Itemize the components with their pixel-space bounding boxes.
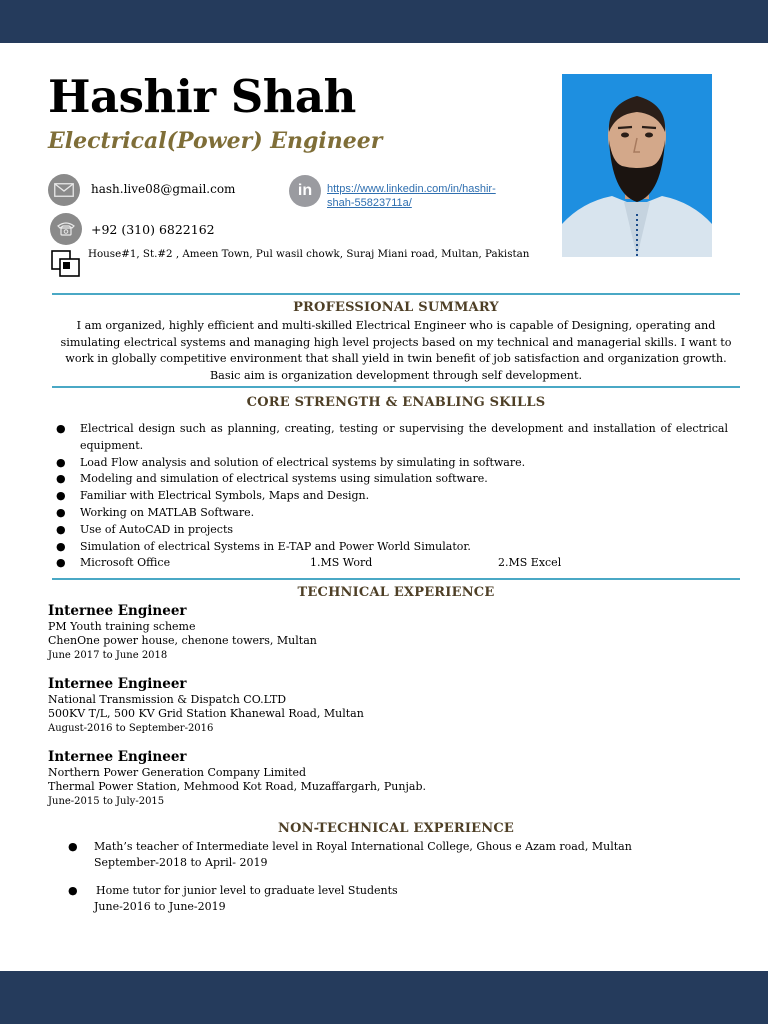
email-text[interactable]: hash.live08@gmail.com: [91, 182, 236, 196]
list-item: [48, 839, 728, 870]
job-dates: June 2017 to June 2018: [48, 649, 168, 661]
candidate-name: Hashir Shah: [48, 70, 356, 123]
home-icon: [51, 250, 81, 278]
bullet: ●: [56, 489, 66, 503]
job-title: Internee Engineer: [48, 676, 187, 692]
list-item: [52, 471, 728, 488]
skill-text: Electrical design such as planning, creating, testing or supervising the development and installation of electrical equipment.: [80, 422, 728, 452]
telephone-icon: [50, 213, 82, 245]
skill-text: Working on MATLAB Software.: [80, 505, 255, 519]
linkedin-link-line2: shah-55823711a/: [327, 197, 412, 209]
job-org: PM Youth training scheme: [48, 620, 196, 633]
job-dates: August-2016 to September-2016: [48, 722, 214, 734]
divider: [52, 578, 740, 580]
bullet: ●: [56, 539, 66, 553]
bullet: ●: [56, 455, 66, 469]
bullet: ●: [56, 522, 66, 536]
summary-heading: PROFESSIONAL SUMMARY: [293, 300, 499, 315]
bullet: ●: [56, 422, 66, 435]
office-excel: 2.MS Excel: [498, 556, 562, 570]
experience-text: Math’s teacher of Intermediate level in Royal International College, Ghous e Azam road, Multan: [94, 840, 632, 853]
experience-dates: June-2016 to June-2019: [94, 899, 226, 913]
list-item: [52, 555, 728, 572]
profile-photo: [562, 74, 712, 257]
bullet: ●: [68, 840, 78, 853]
linkedin-icon[interactable]: [289, 175, 321, 207]
skill-text: Modeling and simulation of electrical systems using simulation software.: [80, 472, 488, 486]
list-item: [52, 522, 728, 539]
nontechnical-heading: NON-TECHNICAL EXPERIENCE: [277, 821, 515, 836]
skills-heading: CORE STRENGTH & ENABLING SKILLS: [246, 395, 546, 410]
job-entry: [48, 749, 426, 809]
top-band: [0, 0, 768, 43]
candidate-title: Electrical(Power) Engineer: [48, 128, 383, 154]
address-text: House#1, St.#2 , Ameen Town, Pul wasil chowk, Suraj Miani road, Multan, Pakistan: [88, 248, 530, 260]
job-place: 500KV T/L, 500 KV Grid Station Khanewal Road, Multan: [48, 707, 364, 721]
bullet: ●: [56, 556, 66, 570]
skill-text: Familiar with Electrical Symbols, Maps and Design.: [80, 489, 370, 503]
nontechnical-list: [48, 839, 728, 914]
list-item: [52, 421, 728, 455]
bullet: ●: [56, 505, 66, 519]
list-item: [52, 539, 728, 556]
divider: [52, 293, 740, 295]
job-org: National Transmission & Dispatch CO.LTD: [48, 693, 287, 706]
skill-text: Use of AutoCAD in projects: [80, 522, 234, 536]
skill-text: Load Flow analysis and solution of electrical systems by simulating in software.: [80, 455, 526, 469]
job-place: Thermal Power Station, Mehmood Kot Road, Muzaffargarh, Punjab.: [48, 780, 426, 794]
job-place: ChenOne power house, chenone towers, Multan: [48, 634, 317, 648]
list-item: [48, 883, 728, 914]
summary-text: I am organized, highly efficient and multi-skilled Electrical Engineer who is capable of Designing, operating and simulating electrical systems and managing high level projects based on my technical and managerial skills. I want to work in globally competitive environment that shall yield in twin benefit of job satisfaction and organization growth. Basic aim is organization development through self development.: [60, 319, 732, 382]
phone-text[interactable]: +92 (310) 6822162: [91, 222, 215, 237]
linkedin-badge: in: [297, 182, 313, 199]
skills-list: [52, 421, 728, 572]
job-title: Internee Engineer: [48, 749, 187, 765]
experience-text: Home tutor for junior level to graduate level Students: [96, 884, 398, 897]
experience-dates: September-2018 to April- 2019: [94, 855, 268, 869]
job-entry: [48, 676, 364, 736]
list-item: [52, 488, 728, 505]
linkedin-link[interactable]: [327, 182, 527, 210]
office-label: Microsoft Office: [80, 556, 171, 570]
bottom-band: [0, 971, 768, 1024]
divider: [52, 386, 740, 388]
job-title: Internee Engineer: [48, 603, 187, 619]
bullet: ●: [56, 472, 66, 486]
technical-heading: TECHNICAL EXPERIENCE: [297, 585, 495, 600]
list-item: [52, 505, 728, 522]
job-org: Northern Power Generation Company Limited: [48, 766, 307, 779]
bullet: ●: [68, 884, 78, 897]
linkedin-link-line1: https://www.linkedin.com/in/hashir-: [327, 183, 496, 195]
job-dates: June-2015 to July-2015: [48, 795, 165, 807]
office-word: 1.MS Word: [310, 556, 373, 570]
envelope-icon: [48, 174, 80, 206]
list-item: [52, 455, 728, 472]
skill-text: Simulation of electrical Systems in E-TAP and Power World Simulator.: [80, 539, 471, 553]
job-entry: [48, 603, 317, 663]
